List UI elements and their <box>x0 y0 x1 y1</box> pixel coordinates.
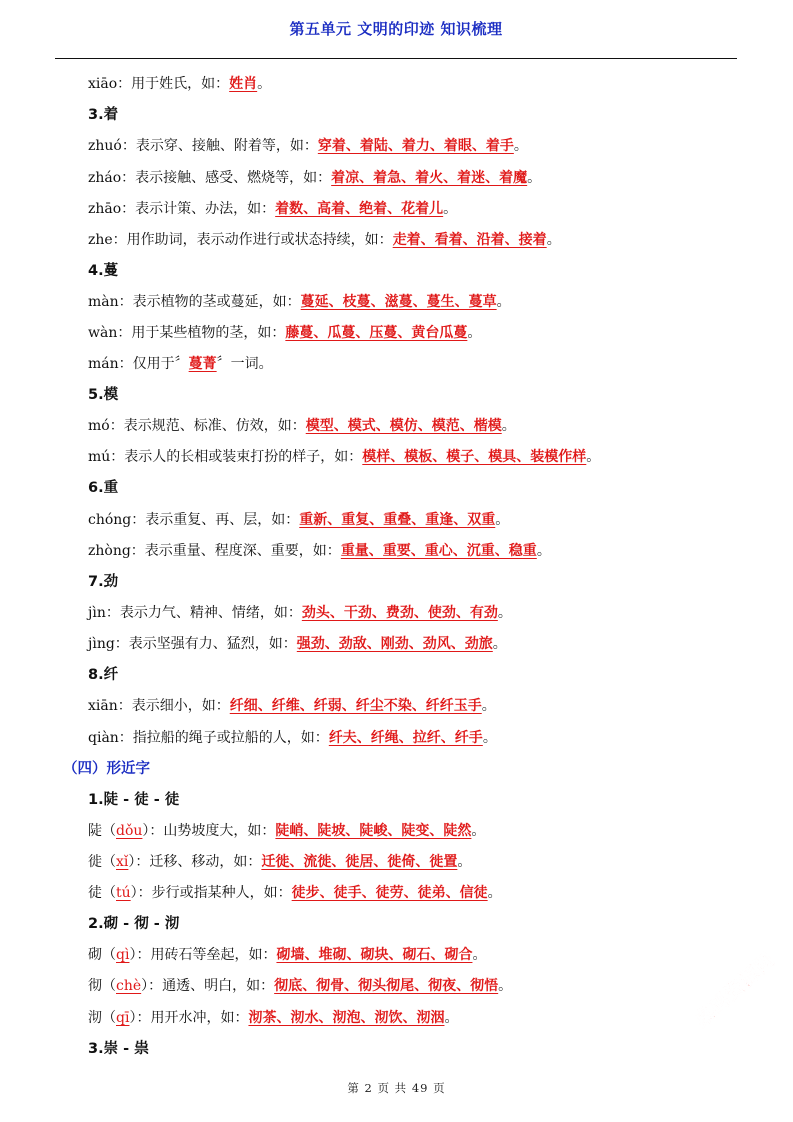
pinyin: chè <box>116 978 142 994</box>
example-words: 蔓延、枝蔓、滋蔓、蔓生、蔓草 <box>300 294 497 310</box>
text-line <box>88 603 512 623</box>
line-text: 砌（ <box>88 947 116 963</box>
line-text: 彻（ <box>88 978 116 994</box>
example-words: 重新、重复、重叠、重逢、双重 <box>299 512 496 528</box>
example-words: 彻底、彻骨、彻头彻尾、彻夜、彻悟 <box>274 978 499 994</box>
text-line <box>88 323 481 343</box>
definition-text: ）：山势坡度大，如： <box>142 823 276 839</box>
sub-heading <box>88 572 118 592</box>
example-words: 纤夫、纤绳、拉纤、纤手 <box>328 730 483 746</box>
line-text: zháo：表示接触、感受、燃烧等，如： <box>88 170 332 186</box>
example-words: 沏茶、沏水、沏泡、沏饮、沏洇 <box>248 1010 445 1026</box>
line-text: 7.劲 <box>88 574 119 590</box>
line-end: 。 <box>471 823 486 839</box>
text-line <box>88 510 509 530</box>
line-end: 。 <box>472 947 487 963</box>
text-line <box>88 199 457 219</box>
section-heading <box>63 759 150 779</box>
pinyin: qì <box>116 947 130 963</box>
text-line <box>88 852 471 872</box>
text-line <box>88 945 486 965</box>
line-end: 。 <box>443 201 458 217</box>
pinyin: dǒu <box>116 823 143 839</box>
watermark-stamp: 桌码资源网 <box>690 948 780 1032</box>
sub-heading <box>88 790 179 810</box>
line-text: 3.崇 - 祟 <box>88 1041 149 1057</box>
example-words: 着数、高着、绝着、花着儿 <box>275 201 444 217</box>
line-text: qiàn：指拉船的绳子或拉船的人，如： <box>88 730 329 746</box>
example-words: 徒步、徒手、徒劳、徒弟、信徒 <box>291 885 488 901</box>
line-text: mán：仅用于〞 <box>88 356 189 372</box>
example-words: 砌墙、堆砌、砌块、砌石、砌合 <box>276 947 473 963</box>
line-text: zhe：用作助词，表示动作进行或状态持续，如： <box>88 232 393 248</box>
text-line <box>88 230 561 250</box>
text-line <box>88 447 600 467</box>
example-words: 走着、看着、沿着、接着 <box>392 232 547 248</box>
line-end: 。 <box>482 730 497 746</box>
line-text: jìng：表示坚强有力、猛烈，如： <box>88 636 297 652</box>
pinyin: qī <box>116 1010 130 1026</box>
line-text: jìn：表示力气、精神、情绪，如： <box>88 605 302 621</box>
text-line <box>88 883 502 903</box>
sub-heading <box>88 261 118 281</box>
text-line <box>88 728 497 748</box>
example-words: 重量、重要、重心、沉重、稳重 <box>340 543 537 559</box>
line-end: 。 <box>457 854 472 870</box>
example-words: 藤蔓、瓜蔓、压蔓、黄台瓜蔓 <box>285 325 468 341</box>
line-text: chóng：表示重复、再、层，如： <box>88 512 300 528</box>
sub-heading <box>88 665 118 685</box>
text-line <box>88 634 507 654</box>
line-text: 5.模 <box>88 387 119 403</box>
definition-text: ）：用开水冲，如： <box>129 1010 249 1026</box>
example-words: 姓肖 <box>229 76 258 92</box>
line-end: 。 <box>444 1010 459 1026</box>
line-end: 〞一词。 <box>216 356 273 372</box>
pinyin: tú <box>116 885 131 901</box>
example-words: 强劲、劲敌、刚劲、劲风、劲旅 <box>296 636 493 652</box>
line-text: （四）形近字 <box>63 761 150 777</box>
line-text: 2.砌 - 彻 - 沏 <box>88 916 180 932</box>
definition-text: ）：通透、明白，如： <box>141 978 275 994</box>
text-line <box>88 821 485 841</box>
example-words: 陡峭、陡坡、陡峻、陡变、陡然 <box>275 823 472 839</box>
line-end: 。 <box>496 294 511 310</box>
text-line <box>88 292 511 312</box>
text-line <box>88 168 541 188</box>
text-line <box>88 1008 458 1028</box>
text-line <box>88 354 273 374</box>
line-text: 6.重 <box>88 480 119 496</box>
example-words: 模型、模式、模仿、模范、楷模 <box>305 418 502 434</box>
line-text: xiāo：用于姓氏，如： <box>88 76 230 92</box>
sub-heading <box>88 478 118 498</box>
line-text: zhāo：表示计策、办法，如： <box>88 201 276 217</box>
line-text: zhuó：表示穿、接触、附着等，如： <box>88 138 318 154</box>
line-text: màn：表示植物的茎或蔓延，如： <box>88 294 301 310</box>
line-text: 陡（ <box>88 823 116 839</box>
definition-text: ）：步行或指某种人，如： <box>130 885 292 901</box>
text-line <box>88 541 551 561</box>
line-end: 。 <box>495 512 510 528</box>
line-text: 徒（ <box>88 885 116 901</box>
line-text: wàn：用于某些植物的茎，如： <box>88 325 286 341</box>
example-words: 迁徙、流徙、徙居、徙倚、徙置 <box>261 854 458 870</box>
text-line <box>88 416 516 436</box>
page-header-title: 第五单元 文明的印迹 知识梳理 <box>289 20 503 38</box>
line-end: 。 <box>586 449 601 465</box>
text-line <box>88 136 528 156</box>
line-text: 4.蔓 <box>88 263 119 279</box>
definition-text: ）：用砖石等垒起，如： <box>129 947 277 963</box>
line-text: zhòng：表示重量、程度深、重要，如： <box>88 543 341 559</box>
line-text: 沏（ <box>88 1010 116 1026</box>
line-end: 。 <box>492 636 507 652</box>
sub-heading <box>88 385 118 405</box>
example-words: 着凉、着急、着火、着迷、着魔 <box>331 170 528 186</box>
line-text: 3.着 <box>88 107 119 123</box>
page-footer: 第 2 页 共 49 页 <box>347 1081 446 1095</box>
line-text: 8.纤 <box>88 667 119 683</box>
sub-heading <box>88 1039 149 1059</box>
text-line <box>88 74 271 94</box>
line-end: 。 <box>481 698 496 714</box>
line-end: 。 <box>513 138 528 154</box>
text-line <box>88 696 496 716</box>
example-words: 纤细、纤维、纤弱、纤尘不染、纤纤玉手 <box>229 698 482 714</box>
line-end: 。 <box>487 885 502 901</box>
line-end: 。 <box>536 543 551 559</box>
example-words: 模样、模板、模子、模具、装模作样 <box>362 449 587 465</box>
example-words: 穿着、着陆、着力、着眼、着手 <box>317 138 514 154</box>
pinyin: xǐ <box>116 854 129 870</box>
text-line <box>88 976 512 996</box>
line-text: xiān：表示细小，如： <box>88 698 230 714</box>
example-words: 劲头、干劲、费劲、使劲、有劲 <box>301 605 498 621</box>
line-end: 。 <box>546 232 561 248</box>
header-rule <box>55 58 737 59</box>
example-words: 蔓菁 <box>188 356 217 372</box>
line-end: 。 <box>498 978 513 994</box>
line-text: 徙（ <box>88 854 116 870</box>
line-text: mó：表示规范、标准、仿效，如： <box>88 418 306 434</box>
line-end: 。 <box>257 76 272 92</box>
line-end: 。 <box>497 605 512 621</box>
line-text: mú：表示人的长相或装束打扮的样子，如： <box>88 449 363 465</box>
line-end: 。 <box>527 170 542 186</box>
line-end: 。 <box>467 325 482 341</box>
definition-text: ）：迁移、移动，如： <box>128 854 262 870</box>
line-text: 1.陡 - 徒 - 徒 <box>88 792 180 808</box>
sub-heading <box>88 105 118 125</box>
sub-heading <box>88 914 179 934</box>
line-end: 。 <box>501 418 516 434</box>
